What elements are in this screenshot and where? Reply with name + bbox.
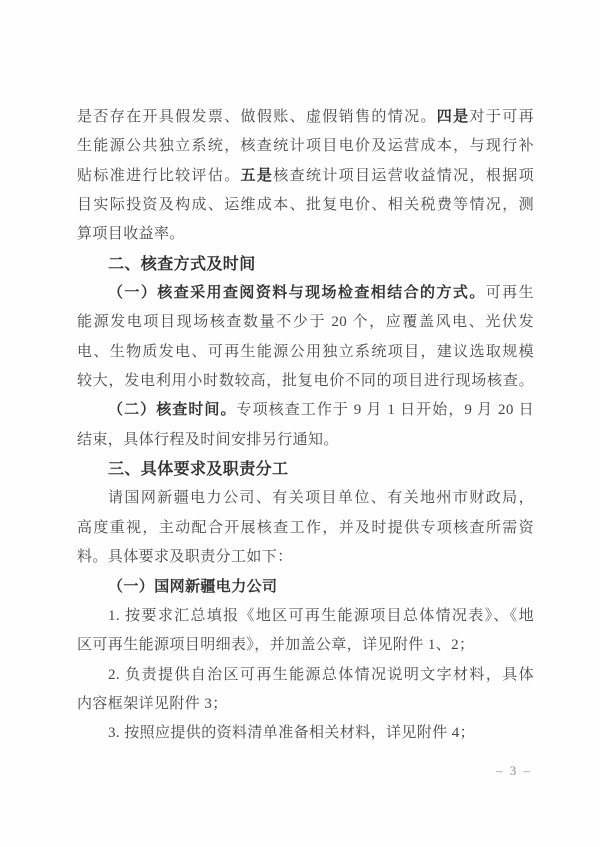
body-text: 核查统计项目运营收益情况，根据项	[273, 167, 534, 184]
body-text: 较大，发电利用小时数较高，批复电价不同的项目进行现场核查。	[77, 373, 534, 390]
body-text: 能源发电项目现场核查数量不少于 20 个，应覆盖风电、光伏发	[77, 314, 534, 331]
body-text: 可再生	[485, 285, 534, 302]
bold-text: 二、核查方式及时间	[108, 255, 256, 273]
text-line	[77, 220, 534, 249]
text-line	[77, 690, 534, 719]
text-line	[77, 484, 534, 513]
text-line	[77, 132, 534, 161]
body-text: 结束，具体行程及时间安排另行通知。	[77, 431, 339, 448]
body-text: 生能源公共独立系统，核查统计项目电价及运营成本，与现行补	[77, 138, 534, 155]
body-text: 目实际投资及构成、运维成本、批复电价、相关税费等情况，测	[77, 197, 534, 214]
document-body	[77, 103, 534, 749]
text-line	[77, 631, 534, 660]
text-line	[77, 602, 534, 631]
bold-text: （一）核查采用查阅资料与现场检查相结合的方式。	[108, 285, 486, 302]
page-number: – 3 –	[496, 763, 532, 778]
body-text: 算项目收益率。	[77, 226, 185, 243]
body-text: 是否存在开具假发票、做假账、虚假销售的情况。	[77, 109, 437, 125]
body-text: 料。具体要求及职责分工如下：	[77, 549, 293, 566]
body-text: 请国网新疆电力公司、有关项目单位、有关地州市财政局，	[108, 490, 534, 507]
bold-text: （二）核查时间。	[108, 402, 237, 419]
body-text: 2. 负责提供自治区可再生能源总体情况说明文字材料，具体	[108, 666, 534, 683]
bold-text: （一）国网新疆电力公司	[108, 578, 278, 595]
body-text: 专项核查工作于 9 月 1 日开始，9 月 20 日	[236, 402, 534, 419]
text-line	[77, 308, 534, 337]
text-line	[77, 661, 534, 690]
section-heading	[77, 250, 534, 279]
text-line	[77, 719, 534, 748]
section-heading	[77, 455, 534, 484]
text-line	[77, 426, 534, 455]
text-line	[77, 103, 534, 132]
body-text: 内容框架详见附件 3；	[77, 695, 228, 712]
text-line	[77, 191, 534, 220]
body-text: 1. 按要求汇总填报《地区可再生能源项目总体情况表》、《地	[108, 607, 534, 624]
body-text: 对于可再	[469, 109, 534, 125]
text-line	[77, 573, 534, 602]
body-text: 3. 按照应提供的资料清单准备相关材料，详见附件 4；	[108, 725, 476, 742]
body-text: 电、生物质发电、可再生能源公用独立系统项目，建议选取规模	[77, 343, 534, 360]
text-line	[77, 367, 534, 396]
body-text: 高度重视，主动配合开展核查工作，并及时提供专项核查所需资	[77, 519, 534, 536]
text-line	[77, 162, 534, 191]
text-line	[77, 543, 534, 572]
text-line	[77, 338, 534, 367]
text-line	[77, 396, 534, 425]
text-line	[77, 279, 534, 308]
text-line	[77, 514, 534, 543]
body-text: 区可再生能源项目明细表》，并加盖公章，详见附件 1、2；	[77, 637, 475, 654]
bold-text: 五是	[240, 167, 274, 184]
bold-text: 四是	[436, 109, 470, 125]
bold-text: 三、具体要求及职责分工	[108, 461, 289, 479]
body-text: 贴标准进行比较评估。	[77, 167, 241, 184]
